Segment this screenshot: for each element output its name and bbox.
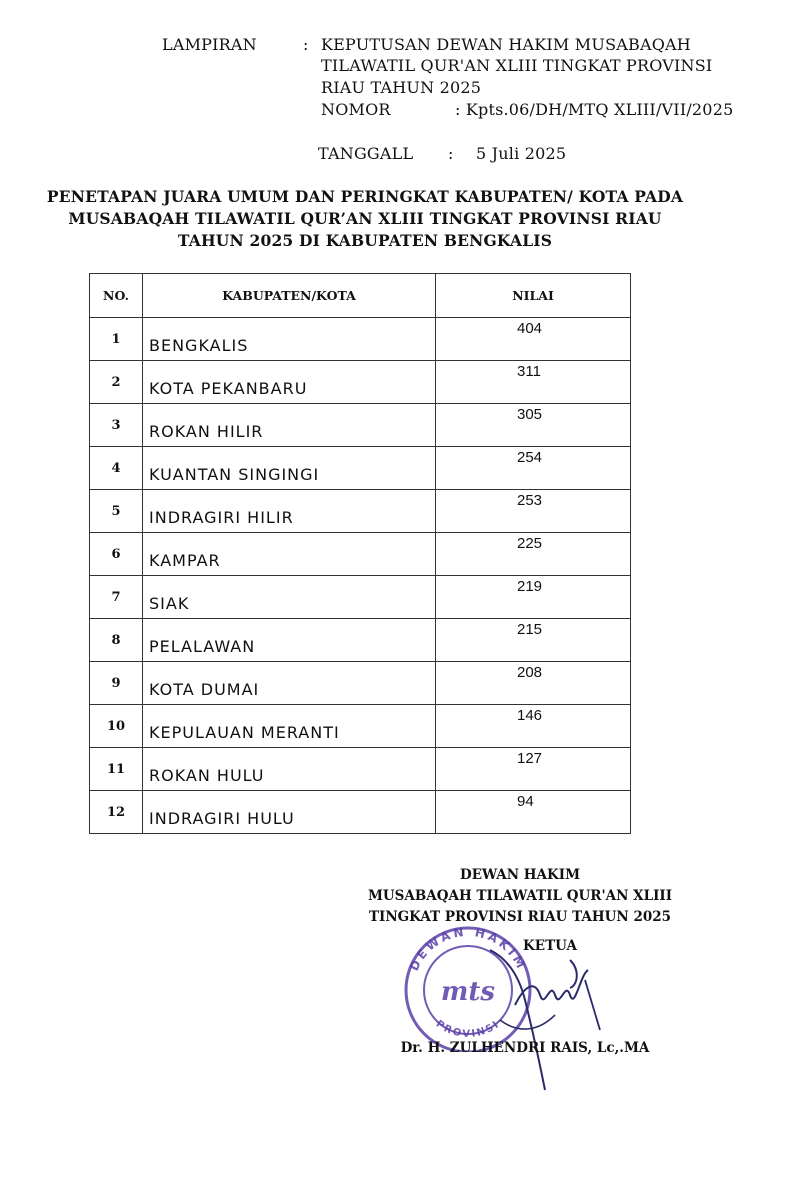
score-value: 219 [517, 578, 543, 595]
table-row [90, 490, 631, 533]
table-row [90, 533, 631, 576]
region-name: PELALAWAN [143, 619, 436, 662]
handwritten-signature [430, 940, 630, 1100]
tanggal-separator: : [448, 144, 454, 163]
table-row [90, 619, 631, 662]
score-cell [436, 447, 631, 490]
table-header-row [90, 274, 631, 318]
rank-number: 2 [90, 361, 143, 404]
region-name: KAMPAR [143, 533, 436, 576]
document-title-line1: PENETAPAN JUARA UMUM DAN PERINGKAT KABUPATEN/ KOTA PADA [46, 187, 684, 206]
signature-line2: MUSABAQAH TILAWATIL QUR'AN XLIII [367, 888, 673, 904]
table-row [90, 318, 631, 361]
score-cell [436, 404, 631, 447]
table-row [90, 748, 631, 791]
score-cell [436, 619, 631, 662]
column-header-nilai: NILAI [436, 274, 631, 318]
score-value: 311 [517, 363, 541, 380]
score-cell [436, 576, 631, 619]
document-title-line2: MUSABAQAH TILAWATIL QUR’AN XLIII TINGKAT PROVINSI RIAU [68, 209, 662, 228]
region-name: SIAK [143, 576, 436, 619]
lampiran-separator: : [303, 35, 309, 54]
region-name: KOTA PEKANBARU [143, 361, 436, 404]
score-value: 253 [517, 492, 543, 509]
rank-number: 8 [90, 619, 143, 662]
rank-number: 4 [90, 447, 143, 490]
signatory-name: Dr. H. ZULHENDRI RAIS, Lc,.MA [400, 1040, 650, 1056]
stamp-center-text: mts [440, 977, 496, 1007]
rank-number: 6 [90, 533, 143, 576]
document-title-line3: TAHUN 2025 DI KABUPATEN BENGKALIS [177, 231, 553, 250]
signature-line3: TINGKAT PROVINSI RIAU TAHUN 2025 [368, 909, 672, 925]
rank-number: 3 [90, 404, 143, 447]
ranking-table [89, 273, 631, 834]
score-value: 305 [517, 406, 543, 423]
column-header-no: NO. [90, 274, 143, 318]
table-row [90, 361, 631, 404]
score-value: 215 [517, 621, 543, 638]
score-cell [436, 361, 631, 404]
region-name: ROKAN HULU [143, 748, 436, 791]
region-name: BENGKALIS [143, 318, 436, 361]
score-value: 127 [517, 750, 543, 767]
table-row [90, 447, 631, 490]
score-value: 225 [517, 535, 543, 552]
table-row [90, 662, 631, 705]
tanggal-value: 5 Juli 2025 [476, 144, 567, 163]
stamp-text-top: DEWAN HAKIM [406, 924, 530, 974]
region-name: KEPULAUAN MERANTI [143, 705, 436, 748]
score-cell [436, 533, 631, 576]
score-value: 94 [517, 793, 534, 810]
lampiran-line3: RIAU TAHUN 2025 [321, 78, 482, 97]
nomor-label: NOMOR [321, 100, 391, 119]
region-name: INDRAGIRI HULU [143, 791, 436, 834]
region-name: INDRAGIRI HILIR [143, 490, 436, 533]
score-value: 208 [517, 664, 543, 681]
score-cell [436, 705, 631, 748]
signature-line1: DEWAN HAKIM [459, 867, 581, 883]
score-cell [436, 791, 631, 834]
score-cell [436, 748, 631, 791]
table-row [90, 791, 631, 834]
region-name: KOTA DUMAI [143, 662, 436, 705]
table-row [90, 705, 631, 748]
score-value: 254 [517, 449, 543, 466]
rank-number: 5 [90, 490, 143, 533]
score-cell [436, 490, 631, 533]
column-header-kabupaten: KABUPATEN/KOTA [143, 274, 436, 318]
rank-number: 7 [90, 576, 143, 619]
rank-number: 1 [90, 318, 143, 361]
score-value: 404 [517, 320, 543, 337]
lampiran-label: LAMPIRAN [162, 35, 257, 54]
score-value: 146 [517, 707, 543, 724]
nomor-value: : Kpts.06/DH/MTQ XLIII/VII/2025 [455, 100, 734, 119]
score-cell [436, 318, 631, 361]
table-row [90, 576, 631, 619]
region-name: KUANTAN SINGINGI [143, 447, 436, 490]
rank-number: 9 [90, 662, 143, 705]
rank-number: 11 [90, 748, 143, 791]
stamp-text-bottom: PROVINSI [433, 1018, 503, 1040]
rank-number: 10 [90, 705, 143, 748]
tanggal-label: TANGGALL [318, 144, 414, 163]
rank-number: 12 [90, 791, 143, 834]
lampiran-line1: KEPUTUSAN DEWAN HAKIM MUSABAQAH [321, 35, 691, 54]
score-cell [436, 662, 631, 705]
table-row [90, 404, 631, 447]
region-name: ROKAN HILIR [143, 404, 436, 447]
lampiran-line2: TILAWATIL QUR'AN XLIII TINGKAT PROVINSI [321, 56, 713, 75]
signature-role: KETUA [523, 938, 577, 954]
